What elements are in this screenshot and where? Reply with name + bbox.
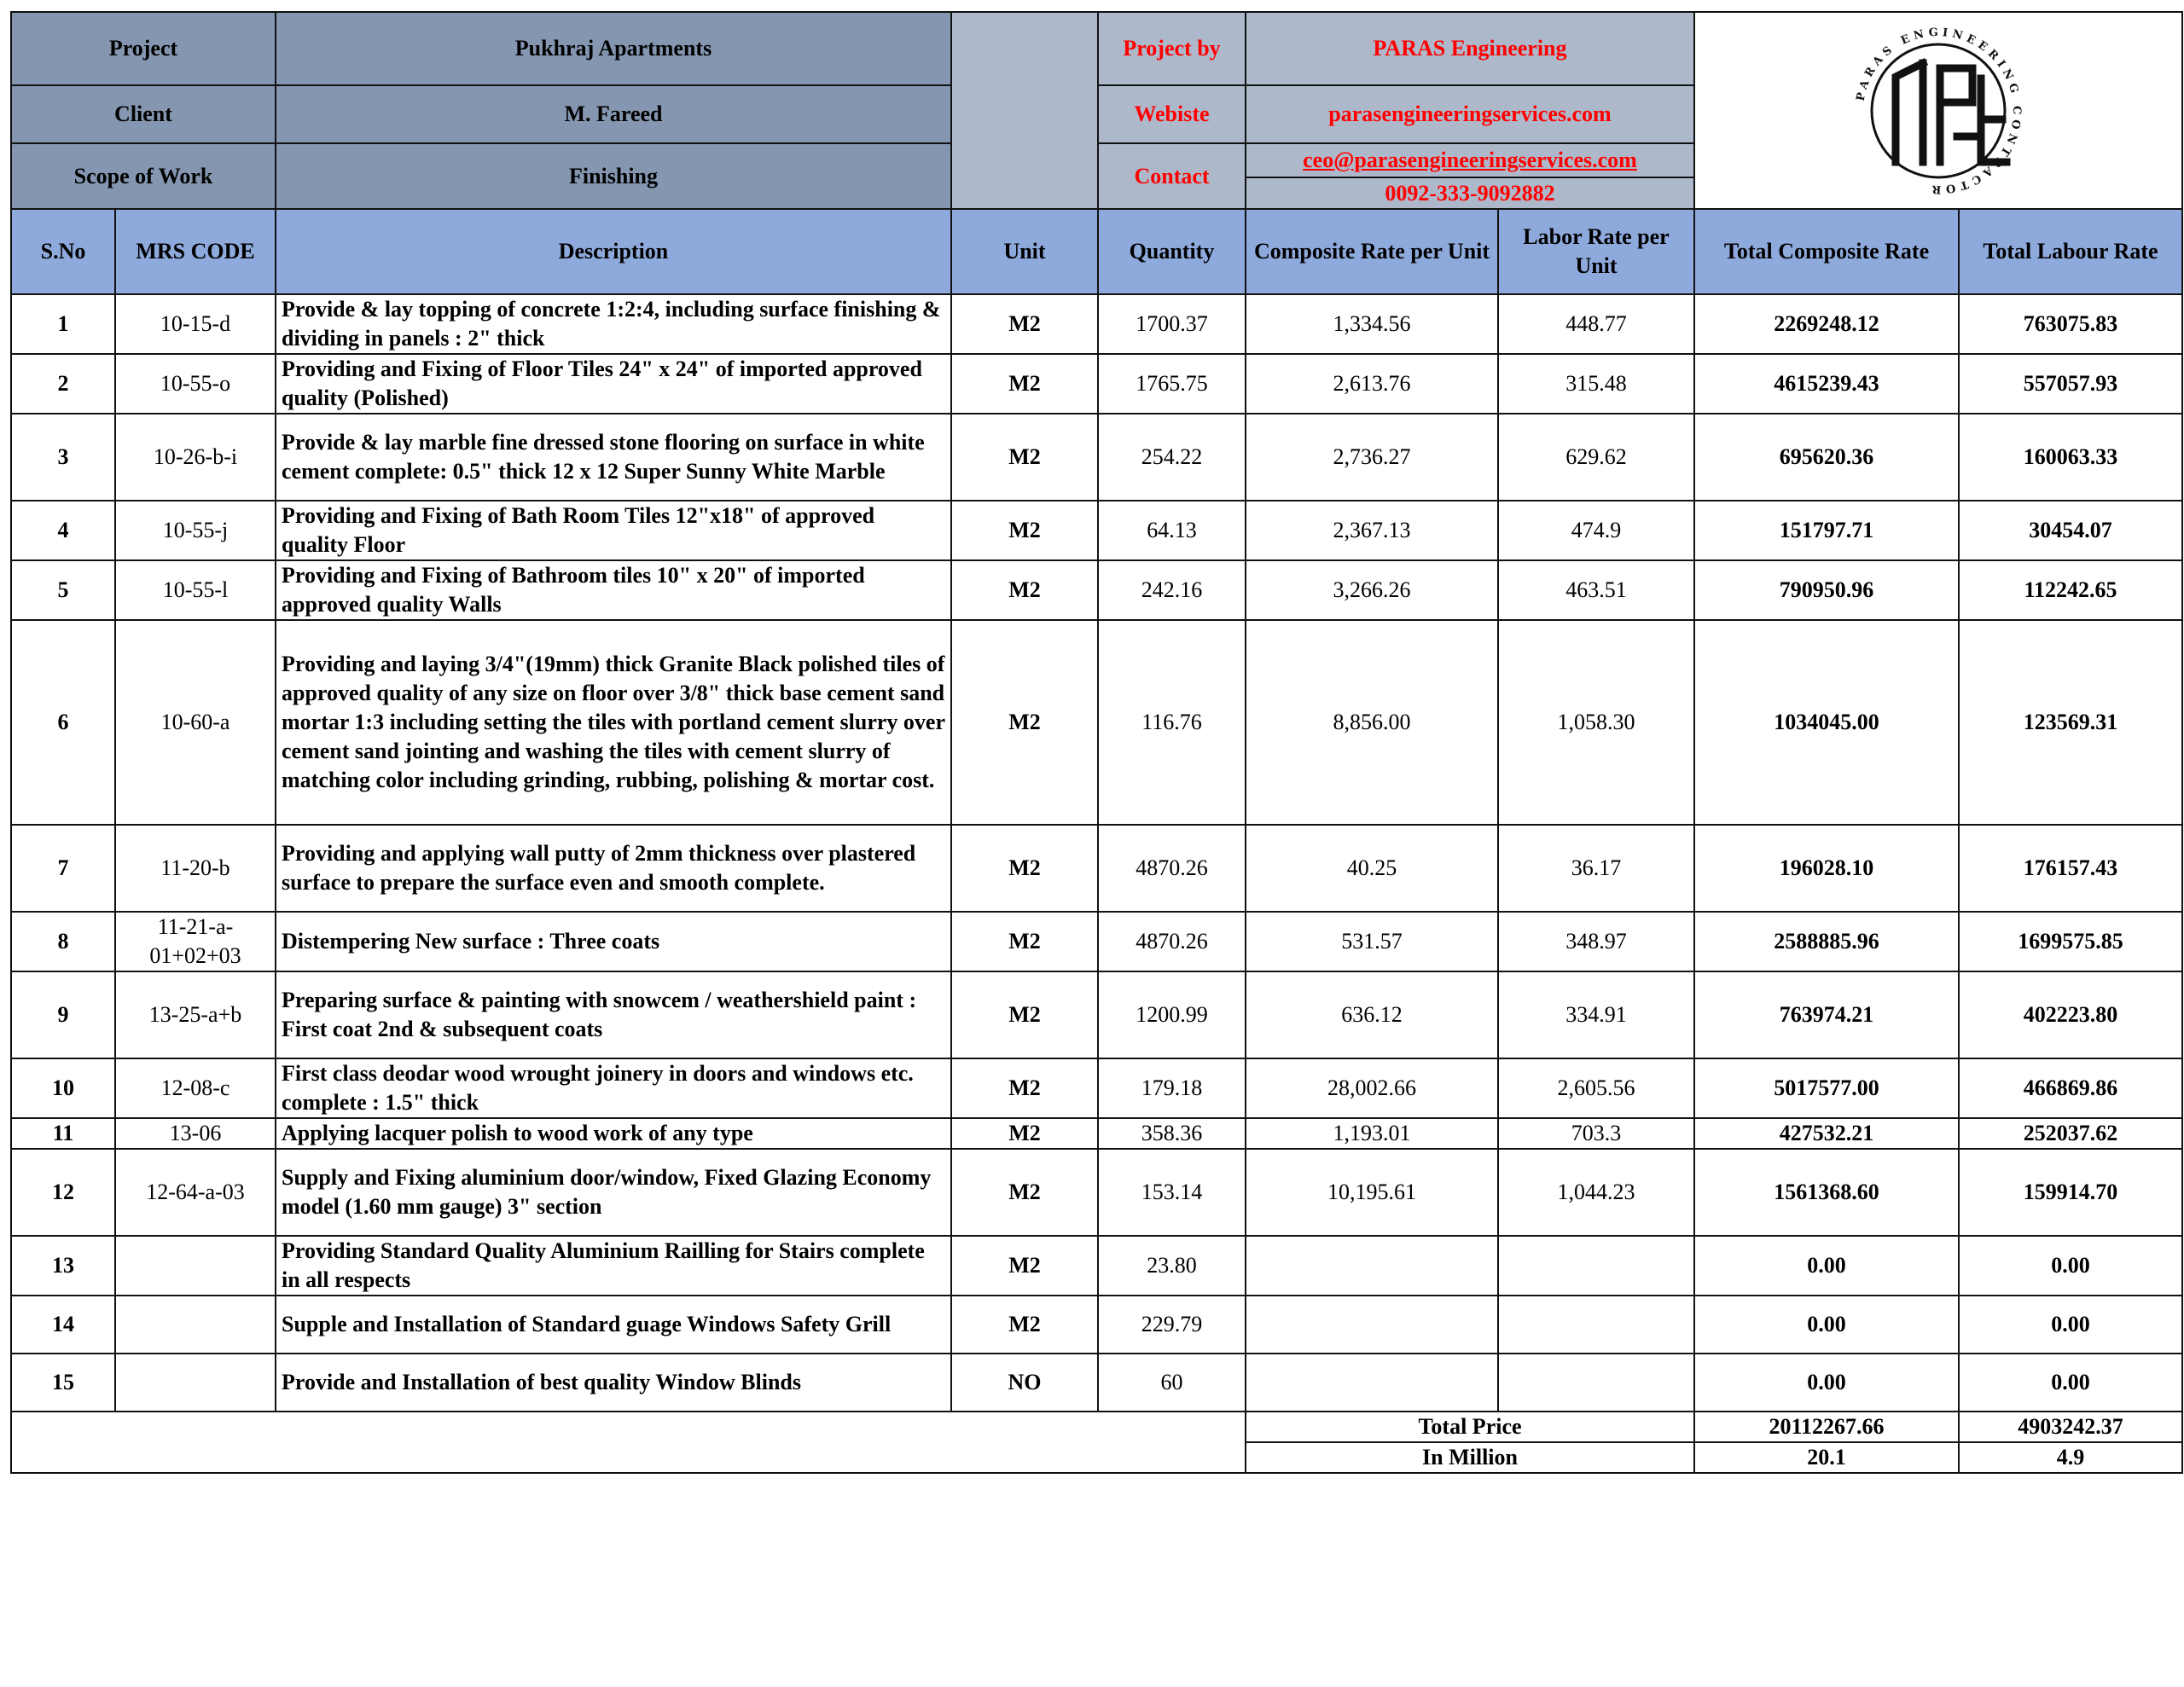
cell-labor-rate: [1498, 1236, 1694, 1296]
client-value: M. Fareed: [276, 85, 951, 143]
cell-total-labor: 557057.93: [1959, 354, 2182, 414]
cell-total-comp: 0.00: [1694, 1354, 1959, 1412]
cell-sno: 1: [11, 294, 115, 354]
cell-desc: Providing and laying 3/4"(19mm) thick Granite Black polished tiles of approved quality of any size on floor over 3/8" thick base cement sand mortar 1:3 including setting the tiles with portland cement slurry over cement sand jointing and washing the tiles with cement slurry of matching color including grinding, rubbing, polishing & mortar cost.: [276, 620, 951, 825]
total-comp-value: 20112267.66: [1694, 1412, 1959, 1442]
cell-unit: M2: [951, 912, 1098, 971]
in-million-label: In Million: [1246, 1442, 1694, 1473]
cell-unit: M2: [951, 294, 1098, 354]
cell-labor-rate: 36.17: [1498, 825, 1694, 912]
cell-comp-rate: 3,266.26: [1246, 560, 1498, 620]
cell-qty: 179.18: [1098, 1058, 1246, 1118]
cell-unit: M2: [951, 560, 1098, 620]
cell-code: 10-55-o: [115, 354, 276, 414]
cell-total-comp: 790950.96: [1694, 560, 1959, 620]
project-by-value: PARAS Engineering: [1246, 12, 1694, 85]
cell-total-labor: 160063.33: [1959, 414, 2182, 501]
cell-comp-rate: [1246, 1354, 1498, 1412]
contact-cell: [1246, 143, 1694, 209]
million-labor-value: 4.9: [1959, 1442, 2182, 1473]
cell-comp-rate: 531.57: [1246, 912, 1498, 971]
cell-total-labor: 1699575.85: [1959, 912, 2182, 971]
project-value: Pukhraj Apartments: [276, 12, 951, 85]
cell-total-labor: 402223.80: [1959, 971, 2182, 1058]
project-label: Project: [11, 12, 276, 85]
cell-comp-rate: [1246, 1236, 1498, 1296]
col-total-comp: Total Composite Rate: [1694, 209, 1959, 294]
table-row: [11, 354, 2182, 414]
cell-sno: 3: [11, 414, 115, 501]
cell-comp-rate: 636.12: [1246, 971, 1498, 1058]
col-code: MRS CODE: [115, 209, 276, 294]
table-row: [11, 1058, 2182, 1118]
cell-sno: 11: [11, 1118, 115, 1149]
cell-sno: 10: [11, 1058, 115, 1118]
table-row: [11, 501, 2182, 560]
col-desc: Description: [276, 209, 951, 294]
company-logo: [1694, 12, 2182, 209]
cell-desc: Preparing surface & painting with snowcem / weathershield paint : First coat 2nd & subsequent coats: [276, 971, 951, 1058]
cell-comp-rate: 40.25: [1246, 825, 1498, 912]
cell-total-labor: 112242.65: [1959, 560, 2182, 620]
cell-code: [115, 1354, 276, 1412]
cell-unit: M2: [951, 354, 1098, 414]
cell-qty: 64.13: [1098, 501, 1246, 560]
cell-sno: 5: [11, 560, 115, 620]
cell-desc: Providing and Fixing of Floor Tiles 24" x 24" of imported approved quality (Polished): [276, 354, 951, 414]
table-row: [11, 971, 2182, 1058]
cell-comp-rate: 8,856.00: [1246, 620, 1498, 825]
cell-sno: 9: [11, 971, 115, 1058]
cell-comp-rate: 28,002.66: [1246, 1058, 1498, 1118]
cell-code: 10-55-l: [115, 560, 276, 620]
cell-unit: NO: [951, 1354, 1098, 1412]
cell-desc: Providing Standard Quality Aluminium Railling for Stairs complete in all respects: [276, 1236, 951, 1296]
cell-qty: 1765.75: [1098, 354, 1246, 414]
cell-labor-rate: 315.48: [1498, 354, 1694, 414]
cell-desc: Supply and Fixing aluminium door/window, Fixed Glazing Economy model (1.60 mm gauge) 3" section: [276, 1149, 951, 1236]
cell-comp-rate: 2,613.76: [1246, 354, 1498, 414]
cell-desc: Provide and Installation of best quality Window Blinds: [276, 1354, 951, 1412]
cell-desc: Applying lacquer polish to wood work of any type: [276, 1118, 951, 1149]
cell-desc: Providing and Fixing of Bathroom tiles 10" x 20" of imported approved quality Walls: [276, 560, 951, 620]
col-unit: Unit: [951, 209, 1098, 294]
cell-unit: M2: [951, 1058, 1098, 1118]
cell-total-labor: 466869.86: [1959, 1058, 2182, 1118]
cell-code: 12-64-a-03: [115, 1149, 276, 1236]
cell-labor-rate: 1,058.30: [1498, 620, 1694, 825]
table-row: [11, 1296, 2182, 1354]
cell-unit: M2: [951, 501, 1098, 560]
col-qty: Quantity: [1098, 209, 1246, 294]
cell-qty: 153.14: [1098, 1149, 1246, 1236]
cell-total-comp: 427532.21: [1694, 1118, 1959, 1149]
cell-sno: 6: [11, 620, 115, 825]
cell-total-labor: 176157.43: [1959, 825, 2182, 912]
table-row: [11, 912, 2182, 971]
totals-blank: [11, 1412, 1246, 1473]
cell-desc: Provide & lay topping of concrete 1:2:4, including surface finishing & dividing in panels : 2" thick: [276, 294, 951, 354]
header-row-project: [11, 12, 2182, 85]
contact-email[interactable]: ceo@parasengineeringservices.com: [1246, 144, 1693, 178]
cell-code: 10-15-d: [115, 294, 276, 354]
cell-desc: Providing and applying wall putty of 2mm thickness over plastered surface to prepare the surface even and smooth complete.: [276, 825, 951, 912]
cell-unit: M2: [951, 825, 1098, 912]
cell-sno: 13: [11, 1236, 115, 1296]
cell-qty: 60: [1098, 1354, 1246, 1412]
project-by-label: Project by: [1098, 12, 1246, 85]
cell-code: 12-08-c: [115, 1058, 276, 1118]
contact-phone: 0092-333-9092882: [1385, 181, 1555, 206]
cell-total-labor: 159914.70: [1959, 1149, 2182, 1236]
cell-qty: 242.16: [1098, 560, 1246, 620]
table-row: [11, 560, 2182, 620]
cell-qty: 4870.26: [1098, 912, 1246, 971]
cell-labor-rate: 474.9: [1498, 501, 1694, 560]
cell-unit: M2: [951, 1149, 1098, 1236]
cell-comp-rate: 2,736.27: [1246, 414, 1498, 501]
total-price-row: [11, 1412, 2182, 1442]
cell-labor-rate: 448.77: [1498, 294, 1694, 354]
col-labor-rate: Labor Rate per Unit: [1498, 209, 1694, 294]
cell-labor-rate: 348.97: [1498, 912, 1694, 971]
cell-unit: M2: [951, 1118, 1098, 1149]
website-label: Webiste: [1098, 85, 1246, 143]
website-value[interactable]: parasengineeringservices.com: [1246, 85, 1694, 143]
cell-comp-rate: 2,367.13: [1246, 501, 1498, 560]
cell-code: [115, 1236, 276, 1296]
cell-desc: Supple and Installation of Standard guage Windows Safety Grill: [276, 1296, 951, 1354]
cell-labor-rate: [1498, 1354, 1694, 1412]
table-row: [11, 620, 2182, 825]
cell-total-comp: 196028.10: [1694, 825, 1959, 912]
col-total-labor: Total Labour Rate: [1959, 209, 2182, 294]
contact-label: Contact: [1098, 143, 1246, 209]
cell-code: 13-06: [115, 1118, 276, 1149]
header-spacer: [951, 12, 1098, 209]
cell-total-labor: 0.00: [1959, 1354, 2182, 1412]
cell-total-labor: 252037.62: [1959, 1118, 2182, 1149]
cell-code: 10-60-a: [115, 620, 276, 825]
cell-qty: 358.36: [1098, 1118, 1246, 1149]
cell-sno: 8: [11, 912, 115, 971]
cell-total-labor: 0.00: [1959, 1236, 2182, 1296]
cell-sno: 7: [11, 825, 115, 912]
table-row: [11, 1118, 2182, 1149]
cell-labor-rate: 334.91: [1498, 971, 1694, 1058]
cell-total-labor: 123569.31: [1959, 620, 2182, 825]
cell-total-comp: 763974.21: [1694, 971, 1959, 1058]
col-comp-rate: Composite Rate per Unit: [1246, 209, 1498, 294]
cell-qty: 1200.99: [1098, 971, 1246, 1058]
cell-labor-rate: 463.51: [1498, 560, 1694, 620]
table-row: [11, 825, 2182, 912]
paras-logo-icon: [1844, 17, 2032, 205]
cell-unit: M2: [951, 414, 1098, 501]
total-labor-value: 4903242.37: [1959, 1412, 2182, 1442]
cell-code: 11-20-b: [115, 825, 276, 912]
cell-total-comp: 4615239.43: [1694, 354, 1959, 414]
cell-qty: 1700.37: [1098, 294, 1246, 354]
cell-labor-rate: 2,605.56: [1498, 1058, 1694, 1118]
cell-total-labor: 763075.83: [1959, 294, 2182, 354]
cell-total-comp: 151797.71: [1694, 501, 1959, 560]
table-row: [11, 1149, 2182, 1236]
cell-sno: 2: [11, 354, 115, 414]
cell-total-comp: 1561368.60: [1694, 1149, 1959, 1236]
cell-labor-rate: 1,044.23: [1498, 1149, 1694, 1236]
cell-comp-rate: 1,334.56: [1246, 294, 1498, 354]
cell-sno: 15: [11, 1354, 115, 1412]
cell-total-labor: 0.00: [1959, 1296, 2182, 1354]
estimate-sheet: [10, 11, 2183, 1474]
cell-total-comp: 0.00: [1694, 1296, 1959, 1354]
cell-labor-rate: 703.3: [1498, 1118, 1694, 1149]
cell-code: 13-25-a+b: [115, 971, 276, 1058]
scope-label: Scope of Work: [11, 143, 276, 209]
cell-desc: Distempering New surface : Three coats: [276, 912, 951, 971]
cell-comp-rate: 1,193.01: [1246, 1118, 1498, 1149]
million-comp-value: 20.1: [1694, 1442, 1959, 1473]
cell-desc: First class deodar wood wrought joinery in doors and windows etc. complete : 1.5" thick: [276, 1058, 951, 1118]
cell-sno: 14: [11, 1296, 115, 1354]
cell-sno: 12: [11, 1149, 115, 1236]
cell-comp-rate: 10,195.61: [1246, 1149, 1498, 1236]
total-price-label: Total Price: [1246, 1412, 1694, 1442]
table-row: [11, 294, 2182, 354]
cell-unit: M2: [951, 971, 1098, 1058]
cell-unit: M2: [951, 1296, 1098, 1354]
cell-total-comp: 2588885.96: [1694, 912, 1959, 971]
cell-sno: 4: [11, 501, 115, 560]
cell-qty: 23.80: [1098, 1236, 1246, 1296]
cell-total-comp: 0.00: [1694, 1236, 1959, 1296]
table-row: [11, 1236, 2182, 1296]
cell-code: 11-21-a-01+02+03: [115, 912, 276, 971]
cell-total-comp: 695620.36: [1694, 414, 1959, 501]
cell-unit: M2: [951, 620, 1098, 825]
table-row: [11, 414, 2182, 501]
cell-qty: 229.79: [1098, 1296, 1246, 1354]
cell-desc: Providing and Fixing of Bath Room Tiles 12"x18" of approved quality Floor: [276, 501, 951, 560]
cell-code: [115, 1296, 276, 1354]
cell-total-comp: 5017577.00: [1694, 1058, 1959, 1118]
cell-total-comp: 2269248.12: [1694, 294, 1959, 354]
cell-qty: 254.22: [1098, 414, 1246, 501]
scope-value: Finishing: [276, 143, 951, 209]
col-sno: S.No: [11, 209, 115, 294]
cell-code: 10-55-j: [115, 501, 276, 560]
client-label: Client: [11, 85, 276, 143]
cell-desc: Provide & lay marble fine dressed stone flooring on surface in white cement complete: 0.5" thick 12 x 12 Super Sunny White Marble: [276, 414, 951, 501]
cell-labor-rate: [1498, 1296, 1694, 1354]
cell-unit: M2: [951, 1236, 1098, 1296]
cell-comp-rate: [1246, 1296, 1498, 1354]
cell-code: 10-26-b-i: [115, 414, 276, 501]
cell-total-labor: 30454.07: [1959, 501, 2182, 560]
column-header-row: [11, 209, 2182, 294]
cell-total-comp: 1034045.00: [1694, 620, 1959, 825]
cell-qty: 116.76: [1098, 620, 1246, 825]
cell-labor-rate: 629.62: [1498, 414, 1694, 501]
cell-qty: 4870.26: [1098, 825, 1246, 912]
table-row: [11, 1354, 2182, 1412]
logo-ring-text: PARAS ENGINEERING CONTRACTOR: [1854, 26, 2024, 195]
